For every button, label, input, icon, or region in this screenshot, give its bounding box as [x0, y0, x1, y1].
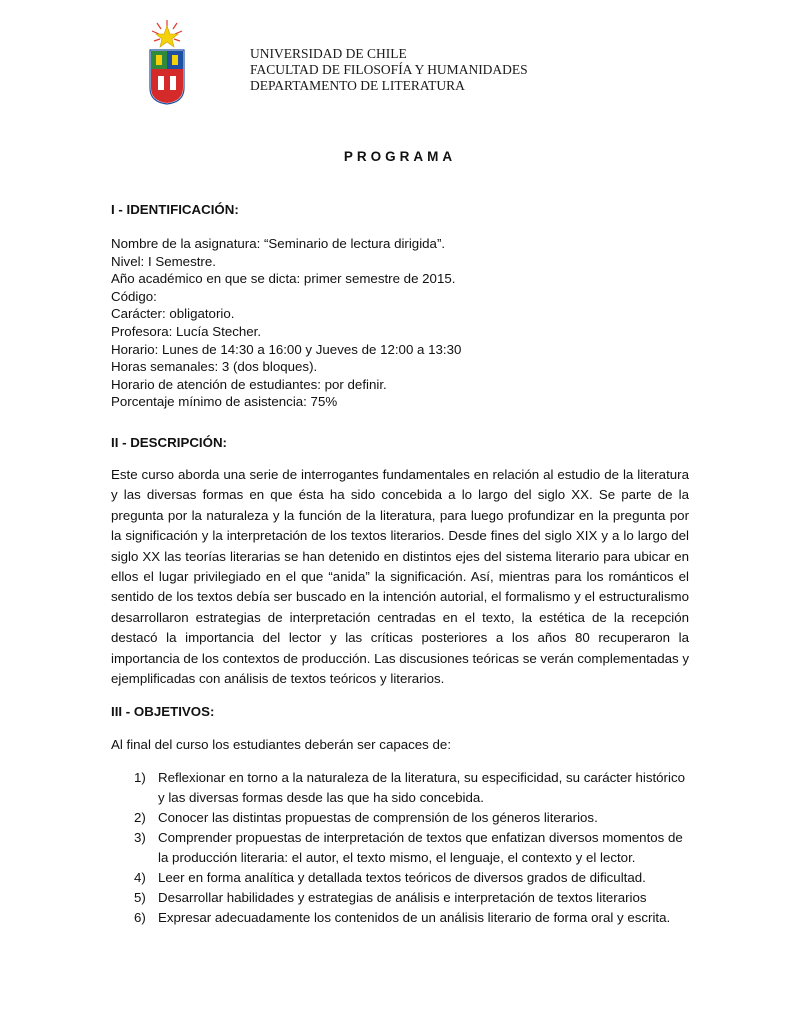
objetivo-item — [134, 808, 690, 828]
objetivo-text: Leer en forma analítica y detallada textos teóricos de diversos grados de dificultad. — [158, 870, 646, 885]
institution-header — [250, 46, 528, 94]
university-crest-logo — [146, 18, 188, 106]
objetivo-item — [134, 768, 690, 808]
university-name: UNIVERSIDAD DE CHILE — [250, 46, 407, 61]
ident-line: Porcentaje mínimo de asistencia: 75% — [111, 394, 338, 410]
objetivo-item — [134, 888, 690, 908]
objetivo-item — [134, 828, 690, 868]
objetivo-number: 4) — [134, 870, 146, 885]
objetivo-number: 5) — [134, 890, 146, 905]
document-title: PROGRAMA — [343, 149, 457, 164]
objetivo-text: Reflexionar en torno a la naturaleza de la literatura, su especificidad, su carácter histórico y las diversas formas desde las que ha sido concebida. — [158, 770, 685, 805]
objetivo-item — [134, 868, 690, 888]
objetivo-number: 2) — [134, 810, 146, 825]
objetivo-text: Desarrollar habilidades y estrategias de análisis e interpretación de textos literarios — [158, 890, 647, 905]
descripcion-text: Este curso aborda una serie de interrogantes fundamentales en relación al estudio de la literatura y las diversas formas en que ésta ha sido concebida a lo largo del siglo XX. Se parte de la pregunta por la naturaleza y la función de la literatura, para luego profundizar en la pregunta por la significación y la interpretación de los textos literarios. Desde fines del siglo XIX y a lo largo del siglo XX las teorías literarias se han detenido en distintos ejes del sistema literario para ubicar en ellos el lugar privilegiado en el que “anida” la significación. Así, mientras para los románticos el sentido de los textos debía ser buscado en la intención autorial, el formalismo y el estructuralismo desarrollaron estrategias de interpretación centradas en el texto, la estética de la recepción destacó la importancia del lector y las críticas posteriores a los años 80 recuperaron la importancia de los contextos de producción. Las discusiones teóricas se verán complementadas y ejemplificadas con análisis de textos teóricos y literarios. — [111, 467, 689, 687]
ident-line: Año académico en que se dicta: primer semestre de 2015. — [111, 271, 456, 287]
ident-line: Horas semanales: 3 (dos bloques). — [111, 359, 318, 375]
descripcion-paragraph — [111, 465, 689, 689]
ident-line: Nivel: I Semestre. — [111, 253, 216, 269]
objetivo-text: Conocer las distintas propuestas de comprensión de los géneros literarios. — [158, 810, 598, 825]
ident-line: Profesora: Lucía Stecher. — [111, 323, 262, 339]
faculty-name: FACULTAD DE FILOSOFÍA Y HUMANIDADES — [250, 62, 528, 77]
objetivos-list — [134, 768, 690, 928]
ident-line: Horario de atención de estudiantes: por definir. — [111, 376, 387, 392]
objetivo-number: 1) — [134, 770, 146, 785]
section-identificacion-heading: I - IDENTIFICACIÓN: — [111, 202, 239, 217]
objetivo-number: 3) — [134, 830, 146, 845]
section-objetivos-heading: III - OBJETIVOS: — [111, 704, 215, 719]
objetivo-item — [134, 908, 690, 928]
objetivo-text: Comprender propuestas de interpretación de textos que enfatizan diversos momentos de la producción literaria: el autor, el texto mismo, el lenguaje, el contexto y el lector. — [158, 830, 683, 865]
objetivo-number: 6) — [134, 910, 146, 925]
identificacion-list — [111, 235, 461, 411]
ident-line: Carácter: obligatorio. — [111, 306, 235, 322]
ident-line: Horario: Lunes de 14:30 a 16:00 y Jueves de 12:00 a 13:30 — [111, 341, 462, 357]
section-descripcion-heading: II - DESCRIPCIÓN: — [111, 435, 227, 450]
ident-line: Código: — [111, 288, 157, 304]
department-name: DEPARTAMENTO DE LITERATURA — [250, 78, 465, 93]
objetivos-intro: Al final del curso los estudiantes deberán ser capaces de: — [111, 737, 452, 752]
ident-line: Nombre de la asignatura: “Seminario de lectura dirigida”. — [111, 236, 446, 251]
objetivo-text: Expresar adecuadamente los contenidos de un análisis literario de forma oral y escrita. — [158, 910, 671, 925]
